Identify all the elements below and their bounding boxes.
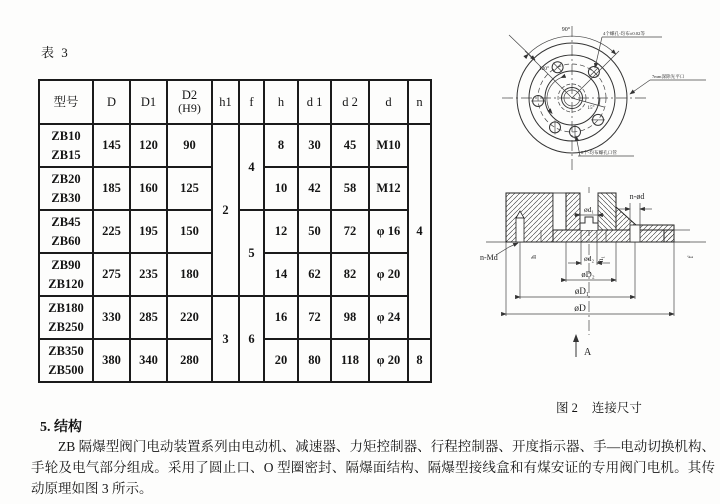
- callout-top: [595, 30, 662, 68]
- col-D2: D2 (H9): [167, 80, 212, 124]
- table-row: ZB10 ZB15 145 120 90 2 4 8 30 45 M10 4: [39, 124, 431, 167]
- cell-f-merged-b: 5: [239, 210, 264, 296]
- label-n-od: n-ød: [629, 192, 645, 201]
- cell-f-merged-a: 4: [239, 124, 264, 210]
- label-D: øD: [574, 304, 586, 314]
- label-D1: øD₁: [574, 286, 590, 296]
- label-d1: ød₁: [583, 205, 595, 214]
- label-A: A: [584, 347, 592, 358]
- table-row: ZB350 ZB500 380 340 280 20 80 118 φ 20 8: [39, 339, 431, 382]
- flange-face-drawing: [492, 8, 720, 180]
- angle-120-label: 120°: [538, 66, 550, 72]
- section-5-heading: 5. 结构: [40, 420, 82, 435]
- col-n: n: [408, 80, 431, 124]
- table-row: ZB45 ZB60 225 195 150 5 12 50 72 φ 16: [39, 210, 431, 253]
- section-5-paragraph: ZB 隔爆型阀门电动装置系列由电动机、减速器、力矩控制器、行程控制器、开度指示器、手—电动切换机构、手轮及电气部分组成。采用了圆止口、O 型圈密封、隔爆面结构、隔爆型接线盒和有煤安证的专用阀门电机。其传动原理如图 3 所示。: [31, 439, 715, 496]
- cell-f-merged-c: 6: [239, 296, 264, 382]
- spec-table: [38, 79, 432, 383]
- col-model: 型号: [39, 80, 93, 124]
- angle-90-label: 90°: [561, 27, 571, 33]
- cell-n-merged-b: 8: [408, 339, 431, 382]
- cell-h1-merged-b: 3: [212, 296, 239, 382]
- col-d2: d 2: [331, 80, 369, 124]
- flange-section-drawing: [478, 185, 720, 397]
- label-h: h: [529, 255, 538, 259]
- table-row: ZB180 ZB250 330 285 220 3 6 16 72 98 φ 24: [39, 296, 431, 339]
- svg-text:7mm深除先平口: 7mm深除先平口: [652, 74, 685, 79]
- table-row: ZB90 ZB120 275 235 180 14 62 82 φ 20: [39, 253, 431, 296]
- label-f: f: [686, 255, 695, 259]
- col-d1: d 1: [298, 80, 331, 124]
- svg-text:8个-均布螺孔口管: 8个-均布螺孔口管: [581, 150, 617, 155]
- col-D1: D1: [130, 80, 167, 124]
- figure-2-caption: 图 2 连接尺寸: [556, 401, 642, 415]
- angle-15-label: 15°: [587, 106, 595, 111]
- label-h1: h₁: [596, 255, 605, 263]
- bolt-holes: [531, 62, 605, 139]
- col-f: f: [239, 80, 264, 124]
- col-d: d: [369, 80, 408, 124]
- col-h1: h1: [212, 80, 239, 124]
- label-d2: ød₂: [583, 254, 595, 263]
- cell-n-merged-a: 4: [408, 124, 431, 339]
- col-D: D: [93, 80, 130, 124]
- cell-h1-merged-a: 2: [212, 124, 239, 296]
- col-h: h: [264, 80, 298, 124]
- label-n-md: n-Md: [480, 253, 498, 262]
- svg-text:4个螺孔-均布±0.02等: 4个螺孔-均布±0.02等: [603, 31, 645, 36]
- label-D2: øD₂: [581, 269, 595, 279]
- table-row: ZB20 ZB30 185 160 125 10 42 58 M12: [39, 167, 431, 210]
- callout-right: [630, 73, 706, 94]
- table-3-label: 表 3: [41, 45, 70, 60]
